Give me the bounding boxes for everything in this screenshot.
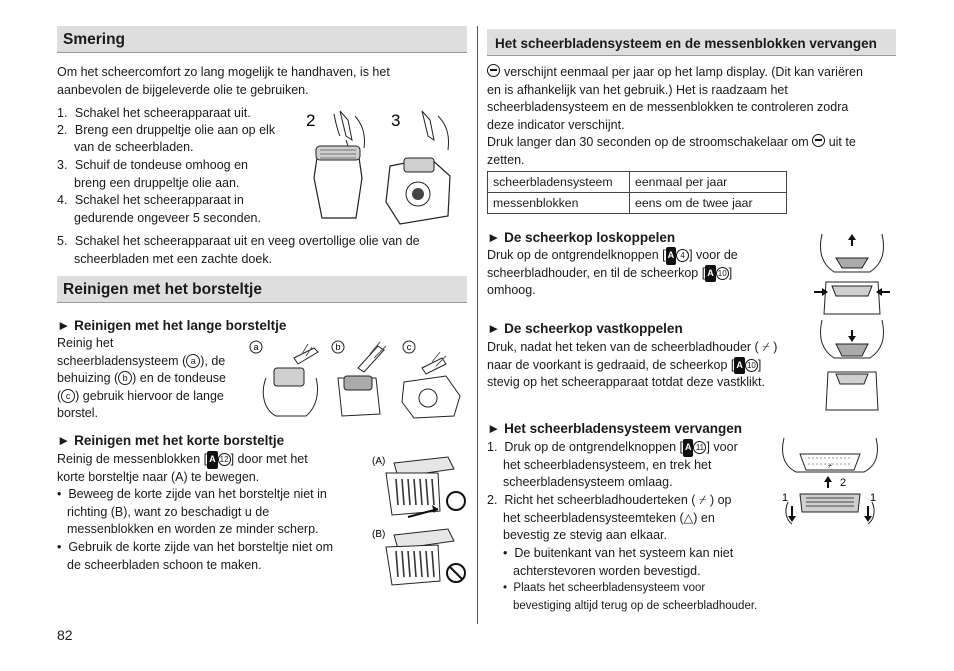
page-number: 82: [57, 627, 73, 643]
replace-bullet: • De buitenkant van het systeem kan niet achterstevoren worden bevestigd.: [503, 546, 734, 578]
smering-step: 3. Schuif de tondeuse omhoog en: [57, 158, 248, 172]
long-brush-heading: ► Reinigen met het lange borsteltje: [57, 318, 287, 333]
fig-label-a: a: [253, 342, 259, 352]
replace-system-illustration: [778, 436, 882, 528]
attach-heading: ► De scheerkop vastkoppelen: [487, 321, 683, 336]
smering-step-cont: gedurende ongeveer 5 seconden.: [74, 211, 261, 225]
smering-title: Smering: [63, 31, 126, 48]
replace-system-heading: ► Het scheerbladensysteem vervangen: [487, 421, 742, 436]
oil-illustration: [300, 106, 468, 234]
fig-label-b: b: [335, 342, 341, 352]
indicator-icon: [487, 64, 500, 77]
fig-label-c: c: [406, 342, 412, 352]
replace-step-2: 2. Richt het scheerbladhouderteken ( ⌿ ) op: [487, 493, 732, 507]
reinigen-header: [57, 276, 467, 303]
triangle-icon: △: [683, 511, 694, 525]
fig-label-3: 3: [391, 111, 401, 130]
smering-step: 2. Breng een druppeltje olie aan op elk: [57, 123, 276, 137]
replace-intro: verschijnt eenmaal per jaar op het lamp display. (Dit kan variëren en is afhankelijk van het gebruik.) Het is raadzaam het scheerbladensysteem en de messenblokken te controleren zodra deze indicator verschijnt. Druk langer dan 30 seconden op de stroomschakelaar om uit te zetten.: [487, 65, 863, 167]
head-attach-illustration: [812, 224, 892, 414]
fig-label-1b: 1: [870, 492, 877, 504]
long-brush-illustration: [246, 338, 468, 420]
short-brush-bullet: • Gebruik de korte zijde van het borsteltje niet om de scheerbladen schoon te maken.: [57, 540, 334, 572]
replace-step-cont: het scheerbladensysteemteken (△) en: [503, 511, 715, 525]
smering-step: 1. Schakel het scheerapparaat uit.: [57, 106, 251, 120]
svg-text:⌿: ⌿: [827, 463, 833, 470]
holder-mark-icon: ⌿: [762, 340, 770, 354]
short-brush-text: Reinig de messenblokken [ A 12 ] door met het korte borsteltje naar (A) te bewegen.: [57, 452, 308, 484]
table-row: messenblokken eens om de twee jaar: [488, 193, 787, 214]
short-brush-illustration: [368, 455, 468, 605]
holder-mark-icon: ⌿: [698, 493, 707, 507]
fig-label-A: (A): [372, 456, 386, 467]
replace-step-1: 1. Druk op de ontgrendelknoppen [ A 11 ] voor: [487, 439, 738, 457]
smering-intro: Om het scheercomfort zo lang mogelijk te handhaven, is het aanbevolen de bijgeleverde olie te gebruiken.: [57, 65, 390, 97]
smering-header: [57, 26, 467, 53]
replacement-table: [487, 171, 787, 214]
reinigen-title: Reinigen met het borsteltje: [63, 281, 262, 298]
replace-title: Het scheerbladensysteem en de messenblokken vervangen: [495, 36, 877, 51]
fig-label-B: (B): [372, 529, 386, 540]
fig-label-2: 2: [306, 111, 316, 130]
table-row: scheerbladensysteem eenmaal per jaar: [488, 172, 787, 193]
replace-step-cont: bevestig ze stevig aan elkaar.: [503, 528, 667, 542]
replace-header: [487, 29, 896, 56]
long-brush-text: Reinig het scheerbladensysteem ( a ), de behuizing ( b ) en de tondeuse ( c ) gebruik hiervoor de lange borstel.: [57, 336, 226, 420]
fig-label-2: 2: [840, 477, 847, 489]
smering-step-cont: van de scheerbladen.: [74, 140, 194, 154]
detach-text: Druk op de ontgrendelknoppen [ A 4 ] voor de scheerbladhouder, en til de scheerkop [ A 10 ] omhoog.: [487, 248, 738, 297]
smering-step: 4. Schakel het scheerapparaat in: [57, 193, 244, 207]
smering-step: 5. Schakel het scheerapparaat uit en veeg overtollige olie van de: [57, 234, 420, 248]
indicator-icon: [812, 134, 825, 147]
smering-step-cont: breng een druppeltje olie aan.: [74, 176, 240, 190]
attach-text: Druk, nadat het teken van de scheerbladhouder ( ⌿ ) naar de voorkant is gedraaid, de scheerkop [ A 10 ] stevig op het scheerapparaat totdat deze vastklikt.: [487, 340, 778, 389]
short-brush-heading: ► Reinigen met het korte borsteltje: [57, 433, 285, 448]
replace-bullet: • Plaats het scheerbladensysteem voor bevestiging altijd terug op de scheerbladhouder.: [503, 582, 758, 612]
detach-heading: ► De scheerkop loskoppelen: [487, 230, 676, 245]
fig-label-1: 1: [782, 492, 789, 504]
replace-step-cont: scheerbladensysteem omlaag.: [503, 475, 673, 489]
smering-step-cont: scheerbladen met een zachte doek.: [74, 252, 273, 266]
replace-step-cont: het scheerbladensysteem, en trek het: [503, 458, 712, 472]
column-divider: [477, 26, 478, 624]
short-brush-bullet: • Beweeg de korte zijde van het borsteltje niet in richting (B), want zo beschadigt u de messenblokken en worden ze minder scherp.: [57, 487, 327, 536]
